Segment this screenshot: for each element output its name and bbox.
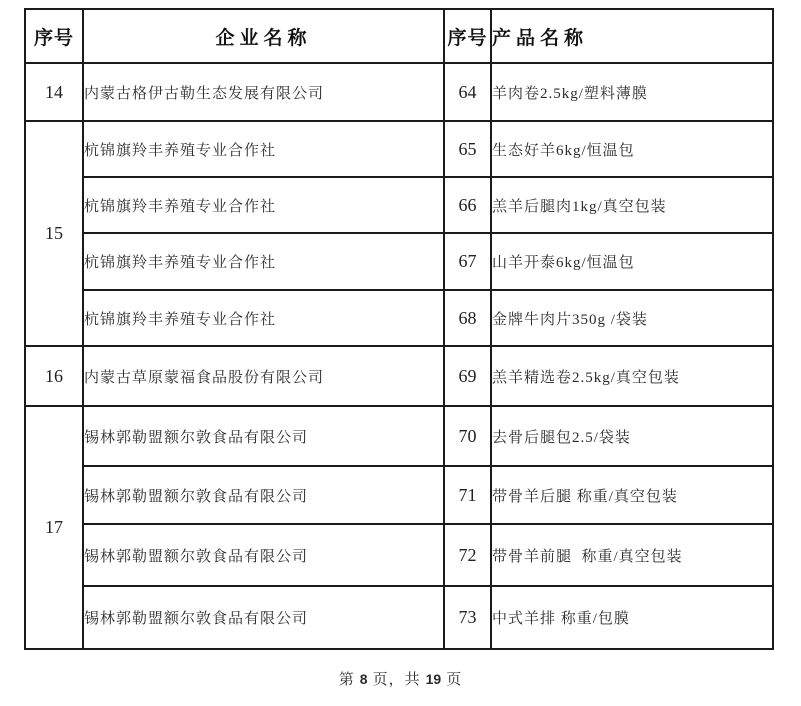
table-row (25, 290, 773, 346)
table-row (25, 586, 773, 649)
table-row (25, 346, 773, 406)
product-name: 羊肉卷2.5kg/塑料薄膜 (491, 63, 773, 121)
product-serial-68: 68 (444, 290, 491, 346)
company-product-table (24, 8, 774, 650)
product-name: 生态好羊6kg/恒温包 (491, 121, 773, 177)
company-name: 杭锦旗羚丰养殖专业合作社 (83, 177, 444, 233)
product-name: 带骨羊前腿 称重/真空包装 (491, 524, 773, 586)
group-serial-14: 14 (25, 63, 83, 121)
footer-label-page: 第 (338, 672, 355, 688)
header-product-serial: 序号 (444, 9, 491, 63)
product-name: 羔羊精选卷2.5kg/真空包装 (491, 346, 773, 406)
product-serial-66: 66 (444, 177, 491, 233)
table-row (25, 233, 773, 290)
company-name: 杭锦旗羚丰养殖专业合作社 (83, 233, 444, 290)
product-name: 中式羊排 称重/包膜 (491, 586, 773, 649)
company-name: 内蒙古格伊古勒生态发展有限公司 (83, 63, 444, 121)
company-name: 杭锦旗羚丰养殖专业合作社 (83, 290, 444, 346)
group-serial-17: 17 (25, 406, 83, 649)
footer-label-total: 页 (446, 672, 463, 688)
table-header-row (25, 9, 773, 63)
product-serial-70: 70 (444, 406, 491, 466)
header-company-serial: 序号 (25, 9, 83, 63)
header-product-name: 产品名称 (491, 9, 773, 63)
product-name: 金牌牛肉片350g /袋装 (491, 290, 773, 346)
product-serial-73: 73 (444, 586, 491, 649)
product-serial-69: 69 (444, 346, 491, 406)
company-name: 锡林郭勒盟额尔敦食品有限公司 (83, 466, 444, 524)
group-serial-16: 16 (25, 346, 83, 406)
page-footer (0, 668, 801, 689)
product-name: 去骨后腿包2.5/袋装 (491, 406, 773, 466)
footer-page-number: 8 (359, 671, 368, 687)
product-name: 山羊开泰6kg/恒温包 (491, 233, 773, 290)
table-row (25, 121, 773, 177)
product-serial-72: 72 (444, 524, 491, 586)
company-name: 杭锦旗羚丰养殖专业合作社 (83, 121, 444, 177)
product-serial-65: 65 (444, 121, 491, 177)
header-company-name: 企业名称 (83, 9, 444, 63)
product-serial-71: 71 (444, 466, 491, 524)
product-name: 羔羊后腿肉1kg/真空包装 (491, 177, 773, 233)
group-serial-15: 15 (25, 121, 83, 346)
company-name: 锡林郭勒盟额尔敦食品有限公司 (83, 586, 444, 649)
table-row (25, 524, 773, 586)
product-serial-67: 67 (444, 233, 491, 290)
company-name: 锡林郭勒盟额尔敦食品有限公司 (83, 406, 444, 466)
table-row (25, 177, 773, 233)
company-name: 内蒙古草原蒙福食品股份有限公司 (83, 346, 444, 406)
product-name: 带骨羊后腿 称重/真空包装 (491, 466, 773, 524)
footer-total-pages: 19 (425, 671, 442, 687)
table-row (25, 466, 773, 524)
company-name: 锡林郭勒盟额尔敦食品有限公司 (83, 524, 444, 586)
product-serial-64: 64 (444, 63, 491, 121)
table-row (25, 63, 773, 121)
table-row (25, 406, 773, 466)
footer-label-mid: 页，共 (372, 672, 421, 688)
